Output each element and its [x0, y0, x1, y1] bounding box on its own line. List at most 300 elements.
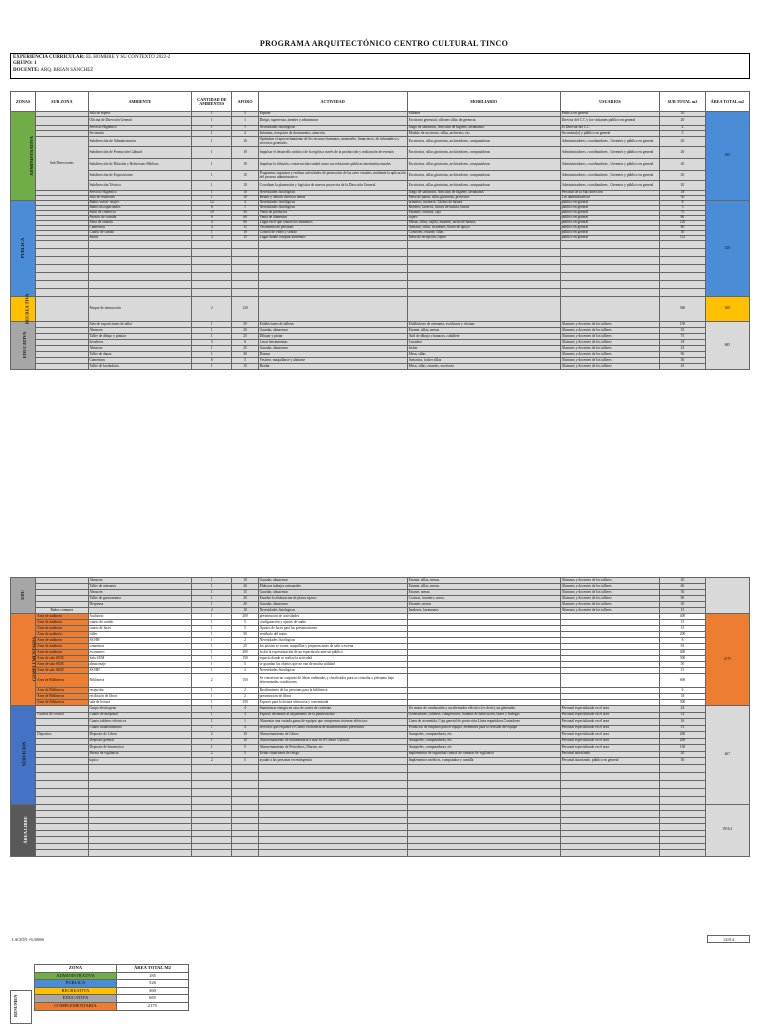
cantidad-cell: 3 — [192, 340, 232, 346]
cantidad-cell: 1 — [192, 137, 232, 147]
aforo-cell: 1 — [232, 117, 258, 126]
subtotal-cell: 200 — [660, 632, 705, 638]
empty-cell — [36, 265, 88, 273]
usuarios-cell: Alumnos y docentes de los talleres — [560, 328, 660, 334]
empty-cell — [660, 788, 705, 796]
cantidad-cell: 1 — [192, 656, 232, 662]
subtotal-cell: 90 — [660, 596, 705, 602]
aforo-cell: 10 — [232, 137, 258, 147]
cantidad-cell: 1 — [192, 159, 232, 171]
empty-cell — [192, 788, 232, 796]
usuarios-cell: Personal especializado en el area — [560, 706, 660, 713]
ambiente-cell: Patio de comida — [88, 221, 192, 226]
zone-complementaria-label: COMPLEMENTARIA — [31, 636, 37, 682]
table-row — [11, 171, 750, 181]
mobiliario-cell: Sillones — [407, 112, 560, 117]
empty-cell — [258, 257, 407, 265]
subtotal-cell: 45 — [660, 364, 705, 370]
aforo-cell: 25 — [232, 334, 258, 340]
mobiliario-cell: Anaqueles, computadoras, etc. — [407, 732, 560, 739]
empty-row — [11, 788, 750, 796]
actividad-cell: Necesidades fisiologicas — [258, 608, 407, 614]
grand-total-cell: 1419.4 — [707, 935, 750, 943]
subtotal-cell: 150 — [660, 322, 705, 328]
empty-cell — [660, 289, 705, 297]
usuarios-cell: Administradores, coordinadores , Gerentes y público en general — [560, 147, 660, 159]
cantidad-cell: 1 — [192, 700, 232, 706]
mobiliario-cell: Escritorios, sillas giratorias, archivadores, computadoras — [407, 159, 560, 171]
empty-cell — [258, 788, 407, 796]
empty-cell — [407, 772, 560, 780]
summary-row — [35, 1002, 189, 1010]
aforo-cell: 2 — [232, 668, 258, 674]
zone-complementaria — [11, 614, 36, 706]
empty-cell — [232, 772, 258, 780]
subtotal-cell: 6 — [660, 688, 705, 694]
subzone-sub-direcciones: Sub Direcciones — [36, 137, 88, 191]
ambiente-cell: Subdirección de Administración — [88, 137, 192, 147]
ambiente-cell: Deposito de hemerotica — [88, 745, 192, 752]
empty-cell — [560, 273, 660, 281]
actividad-cell: Programar, organizar y realizar actividades de promoción de las artes visuales, mediante la aplicación del proceso administrativo — [259, 170, 406, 179]
actividad-cell: Vestirse, maquillarse y alistarse — [258, 358, 407, 364]
mobiliario-cell: Mesas, sillas, vajilla, estantes, tacho de basura, — [407, 221, 560, 226]
empty-cell — [36, 764, 88, 772]
summary-row — [35, 972, 189, 980]
aforo-cell: 20 — [232, 602, 258, 608]
subzone-cell: Baños comunes — [36, 608, 88, 614]
subzone-cell: Depositos — [36, 732, 88, 739]
area-total-header: ÁREA TOTAL m2 — [705, 92, 749, 112]
empty-cell — [560, 249, 660, 257]
cantidad-cell: 1 — [192, 171, 232, 181]
empty-cell — [192, 289, 232, 297]
ambiente-cell: Auditorio — [88, 614, 192, 620]
empty-cell — [407, 257, 560, 265]
usuarios-cell: público en general — [560, 236, 660, 241]
ambiente-cell: Taller de artesania — [88, 584, 192, 590]
empty-cell — [232, 249, 258, 257]
zone-administrativa-label: ADMINISTRATIVA — [28, 135, 34, 176]
subtotal-cell: 8 — [660, 638, 705, 644]
actividad-cell: Coordinar la planeación y logística de nuevos proyectos de la Dirección General. — [258, 181, 407, 191]
empty-cell — [258, 764, 407, 772]
mobiliario-cell: Armarios, locker sillas — [407, 358, 560, 364]
cantidad-cell: 1 — [192, 147, 232, 159]
course-value: EL HOMBRE Y SU CONTEXTO 2022-2 — [84, 55, 171, 60]
empty-cell — [407, 249, 560, 257]
empty-cell — [192, 772, 232, 780]
ambiente-cell: Biblioteca — [88, 674, 192, 688]
aforo-cell: 5 — [232, 112, 258, 117]
cantidad-cell: 1 — [192, 352, 232, 358]
actividad-cell: lu dar la representación de un espectáculo ante un público — [258, 650, 407, 656]
ambiente-cell: Puesto de vigilancia — [88, 751, 192, 758]
subtotal-cell: 15 — [660, 608, 705, 614]
ambiente-cell: almacenaje — [88, 662, 192, 668]
aforo-cell: 30 — [232, 352, 258, 358]
aforo-cell: 10 — [232, 181, 258, 191]
subtotal-cell: 18 — [660, 694, 705, 700]
actividad-cell: Exhibiciones de talleres — [258, 322, 407, 328]
ambiente-cell: Subdirección de Difusión y Relaciones Públicas — [88, 159, 192, 171]
zone-total-area-libre: 1916.2 — [705, 804, 749, 856]
program-table-page-2 — [10, 577, 750, 857]
empty-cell — [407, 850, 560, 857]
empty-row — [11, 780, 750, 788]
subtotal-cell: 60 — [660, 584, 705, 590]
actividad-cell: Espacio destinado al alojamiento de la planta motriz — [258, 712, 407, 719]
cantidad-cell: 1 — [192, 662, 232, 668]
actividad-cell: Venta de alimentos — [258, 216, 407, 221]
usuarios-cell: Alumnos y docentes de los talleres — [560, 322, 660, 328]
usuarios-cell: público en general — [560, 216, 660, 221]
cantidad-cell: 1 — [192, 602, 232, 608]
subzone-cell: Area de sala SUM — [36, 656, 88, 662]
subzone-cell: Area de auditorio — [36, 626, 88, 632]
empty-cell — [192, 265, 232, 273]
empty-cell — [407, 241, 560, 249]
aforo-cell: 10 — [232, 608, 258, 614]
cantidad-cell: 2 — [192, 297, 232, 322]
course-label: EXPERIENCIA CURRICULAR: — [13, 55, 85, 60]
aforo-cell: 10 — [232, 738, 258, 745]
mobiliario-cell: Exhibidores de artesanía, esculturas y vitrinas — [407, 322, 560, 328]
ambiente-cell: Cuarto mantenimiento — [88, 725, 192, 732]
empty-row — [11, 241, 750, 249]
aforo-cell: 10 — [232, 159, 258, 171]
aforo-cell: 20 — [232, 328, 258, 334]
aforo-cell: 10 — [232, 147, 258, 159]
mobiliario-cell: Mesa de juntas, sillas giratorias, proyector — [407, 196, 560, 201]
subzone-cell — [36, 364, 88, 370]
actividad-cell: presentación de libros — [258, 694, 407, 700]
table-row — [11, 117, 750, 126]
aforo-cell: 5 — [232, 758, 258, 765]
cantidad-cell: 1 — [192, 334, 232, 340]
actividad-cell: se guardan los objetos que no van de mucha utilidad — [258, 662, 407, 668]
empty-cell — [258, 273, 407, 281]
actividad-cell: Lugar donde comprar alimentos — [258, 236, 407, 241]
subtotal-cell: 10 — [660, 112, 705, 117]
table-header-row — [11, 92, 750, 112]
actividad-cell: Venta de productos — [258, 211, 407, 216]
mobiliario-cell: Escritorios, sillas giratorias, archivadores, computadoras — [407, 181, 560, 191]
subtotal-cell: 8 — [660, 201, 705, 206]
subtotal-cell: 20 — [660, 578, 705, 584]
empty-cell — [88, 257, 192, 265]
subtotal-cell: 20 — [660, 137, 705, 147]
actividad-cell: Recibimiento de las personas para la biblioteca — [258, 688, 407, 694]
actividad-cell: Necesidades fisiológicas — [258, 638, 407, 644]
zone-educativa-label: EDUCATIVA — [22, 331, 28, 359]
zone-publica-label: PUBLICA — [20, 237, 26, 259]
empty-cell — [232, 788, 258, 796]
aforo-cell: 10 — [232, 191, 258, 196]
mobiliario-cell: Productos de limpieza para el equipo, elementos para la revisión del equipo — [407, 725, 560, 732]
subtotal-cell: 15 — [660, 620, 705, 626]
mobiliario-cell: Juego de sanitarios, Artículos de higiene, lavamanos. — [407, 126, 560, 131]
ambiente-cell: lavaderos — [88, 340, 192, 346]
empty-cell — [407, 273, 560, 281]
mobiliario-header: MOBILIARIO — [407, 92, 560, 112]
aforo-cell: 10 — [232, 171, 258, 181]
empty-cell — [192, 249, 232, 257]
mobiliario-cell: Anaqueles, computadoras, etc. — [407, 745, 560, 752]
table-row — [11, 137, 750, 147]
empty-row — [11, 281, 750, 289]
usuarios-cell — [560, 297, 660, 322]
table-row — [11, 297, 750, 322]
empty-cell — [232, 796, 258, 804]
summary-table — [34, 964, 189, 1011]
empty-cell — [192, 850, 232, 857]
ambiente-cell: Sala de espera — [88, 112, 192, 117]
empty-cell — [560, 257, 660, 265]
zone-total-recreativa: 360 — [705, 297, 749, 322]
empty-cell — [660, 850, 705, 857]
cantidad-cell: 1 — [192, 638, 232, 644]
actividad-cell: servicios que requiera el Centro en materia de mantenimiento preventivo — [258, 725, 407, 732]
actividad-cell: vestíbulo del teatro — [258, 632, 407, 638]
mobiliario-cell: Estante, sillas, mesas. — [407, 328, 560, 334]
aforo-cell: 20 — [232, 596, 258, 602]
mobiliario-cell: cajero — [407, 216, 560, 221]
ambiente-cell: Sala de reuniones — [88, 196, 192, 201]
mobiliario-cell: Juego de sanitarios, Artículos de higiene, lavamanos — [407, 191, 560, 196]
actividad-cell: espacio donde se realiza la actividad — [258, 656, 407, 662]
cantidad-cell: 2 — [192, 751, 232, 758]
empty-cell — [36, 788, 88, 796]
empty-row — [11, 265, 750, 273]
aforo-cell: 5 — [232, 662, 258, 668]
empty-cell — [660, 257, 705, 265]
zone-recreativa — [11, 293, 36, 324]
cantidad-cell: 1 — [192, 694, 232, 700]
empty-cell — [407, 265, 560, 273]
cantidad-cell: 1 — [192, 346, 232, 352]
zone-total-publica: 526 — [705, 201, 749, 297]
table-row — [11, 147, 750, 159]
aforo-cell: 4 — [232, 201, 258, 206]
subzone-cell — [36, 117, 88, 126]
course-info-box — [10, 53, 750, 79]
empty-cell — [232, 780, 258, 788]
mobiliario-cell: Mesa de recepción, cajero — [407, 236, 560, 241]
empty-row — [11, 796, 750, 804]
empty-row — [11, 764, 750, 772]
aforo-cell: 200 — [232, 650, 258, 656]
actividad-cell: Optimizar el aprovechamiento de los recursos humanos, materiales, financieros, de informática y servicios generales. — [258, 137, 407, 147]
empty-cell — [560, 289, 660, 297]
empty-cell — [660, 265, 705, 273]
summary-area-cell: 526 — [116, 980, 188, 988]
empty-cell — [560, 788, 660, 796]
empty-cell — [660, 249, 705, 257]
usuarios-cell: público en general — [560, 206, 660, 211]
mobiliario-cell: Armario, sillas, tocadores, llaves de apoyo — [407, 226, 560, 231]
aforo-cell: 200 — [232, 614, 258, 620]
ambiente-cell: Almacen — [88, 346, 192, 352]
mobiliario-cell: Mesa, sillas, estantes, escritorio — [407, 364, 560, 370]
mobiliario-cell: Mesa, sillas — [407, 352, 560, 358]
empty-cell — [560, 241, 660, 249]
usuarios-header: USUARIOS — [560, 92, 660, 112]
empty-cell — [560, 850, 660, 857]
empty-cell — [660, 241, 705, 249]
cantidad-cell: 1 — [192, 231, 232, 236]
actividad-cell: Impulsar la difusión, conservación/cuidad como sus relaciones públicas interinstitucionales — [258, 159, 407, 171]
subtotal-cell: 25 — [660, 346, 705, 352]
empty-cell — [258, 780, 407, 788]
mobiliario-cell: Escritorios, sillas giratorias, archivadores, computadoras — [407, 137, 560, 147]
aforo-cell: 60 — [232, 216, 258, 221]
mobiliario-cell: Retretes, lavavos, tachos de basura, barras — [407, 206, 560, 211]
empty-row — [11, 850, 750, 857]
usuarios-cell: público en general — [560, 211, 660, 216]
cantidad-cell: 1 — [192, 181, 232, 191]
teacher-value: ARQ. BRIAN SÁNCHEZ — [39, 67, 94, 73]
usuarios-cell: Secretaria(o) y público en general — [560, 131, 660, 137]
ambiente-cell: Subdirección de Promoción Cultural — [88, 147, 192, 159]
ambiente-cell: Subdirección Técnica — [88, 181, 192, 191]
empty-row — [11, 249, 750, 257]
mobiliario-cell: Escritorios, sillas giratorias, archivadores, computadoras — [407, 171, 560, 181]
empty-cell — [258, 241, 407, 249]
empty-row — [11, 772, 750, 780]
usuarios-cell — [560, 674, 660, 688]
usuarios-cell: Alumnos y docentes de los talleres — [560, 346, 660, 352]
usuarios-cell: Alumnos y docentes de los talleres — [560, 340, 660, 346]
mobiliario-cell: Atril de dibujo o banacas, caballete — [407, 334, 560, 340]
actividad-cell: Ajustes de luces para las presentaciones — [258, 626, 407, 632]
subzone-cell: Area de Biblioteca — [36, 694, 88, 700]
empty-cell — [88, 289, 192, 297]
empty-cell — [660, 780, 705, 788]
subtotal-cell: 50 — [660, 662, 705, 668]
ambiente-cell: Servicio Higiénico — [88, 126, 192, 131]
empty-cell — [232, 764, 258, 772]
empty-cell — [88, 796, 192, 804]
usuarios-cell: público en general — [560, 231, 660, 236]
cantidad-cell: 2 — [192, 608, 232, 614]
empty-cell — [258, 772, 407, 780]
empty-cell — [232, 257, 258, 265]
aforo-cell: 80 — [232, 221, 258, 226]
usuarios-cell: Alumnos y docentes de los talleres — [560, 596, 660, 602]
ambiente-cell: Taller de gastronomia — [88, 596, 192, 602]
subtotal-header: SUB TOTAL m2 — [660, 92, 705, 112]
empty-cell — [88, 788, 192, 796]
subtotal-cell: 24 — [660, 706, 705, 713]
cantidad-cell: 1 — [192, 626, 232, 632]
subtotal-cell: 75 — [660, 334, 705, 340]
empty-cell — [36, 257, 88, 265]
zone-area-libre — [11, 804, 36, 856]
aforo-cell: 10 — [232, 578, 258, 584]
empty-cell — [232, 273, 258, 281]
actividad-cell: Almacenamiento de Libros — [258, 732, 407, 739]
subtotal-cell: 20 — [660, 181, 705, 191]
subzona-header: SUB ZONA — [36, 92, 88, 112]
usuarios-cell: Alumnos y docentes de los talleres — [560, 608, 660, 614]
subtotal-cell: 15 — [660, 626, 705, 632]
empty-cell — [192, 273, 232, 281]
cantidad-cell: 1 — [192, 719, 232, 726]
cantidad-cell: 3 — [192, 236, 232, 241]
usuarios-cell: Los administrativos — [560, 196, 660, 201]
subtotal-cell: 30 — [660, 358, 705, 364]
cantidad-cell: 1 — [192, 196, 232, 201]
table-row — [11, 674, 750, 688]
subtotal-cell: 360 — [660, 297, 705, 322]
aforo-cell: 4 — [232, 706, 258, 713]
usuarios-cell: público en general — [560, 226, 660, 231]
subtotal-cell: 20 — [660, 117, 705, 126]
subtotal-cell: 112 — [660, 236, 705, 241]
subtotal-cell: 20 — [660, 171, 705, 181]
actividad-cell: Dibujar y pintar — [258, 334, 407, 340]
empty-cell — [36, 281, 88, 289]
empty-cell — [232, 241, 258, 249]
actividad-cell: Guardar, almacenar — [258, 328, 407, 334]
mobiliario-cell: Implementos medicos, computador y camilla — [407, 758, 560, 765]
summary-area-cell: 685 — [116, 995, 188, 1003]
empty-cell — [232, 281, 258, 289]
cantidad-cell: 1 — [192, 191, 232, 196]
empty-cell — [258, 265, 407, 273]
ambiente-cell: topico — [88, 758, 192, 765]
cantidad-cell: 1 — [192, 644, 232, 650]
ambiente-cell: Cuarto tableros eléctricos — [88, 719, 192, 726]
cantidad-cell: 1 — [192, 620, 232, 626]
aforo-cell: 50 — [232, 322, 258, 328]
usuarios-cell: Personal especializado en el area — [560, 725, 660, 732]
empty-cell — [36, 241, 88, 249]
ambiente-cell: foller — [88, 632, 192, 638]
usuarios-cell: Administradores, coordinadores , Gerentes y público en general — [560, 181, 660, 191]
ambiente-cell: Sala de exposiciones de taller — [88, 322, 192, 328]
zone-educativa — [11, 322, 36, 370]
empty-cell — [36, 796, 88, 804]
usuarios-cell: Administradores, coordinadores , Gerentes y público en general — [560, 171, 660, 181]
ambiente-cell: Almacen — [88, 328, 192, 334]
usuarios-cell: El Director del C.C — [560, 126, 660, 131]
mobiliario-cell — [407, 674, 560, 688]
actividad-cell: Necesidades fisiológicas — [258, 201, 407, 206]
empty-cell — [407, 764, 560, 772]
cantidad-cell: 1 — [192, 126, 232, 131]
ambiente-cell: Oficina de Dirección General — [88, 117, 192, 126]
empty-cell — [88, 273, 192, 281]
ambiente-cell: Cuarto de sonido — [88, 231, 192, 236]
zone-total-complementaria: 2175 — [705, 614, 749, 706]
subzone-cell: Area de sala SUM — [36, 662, 88, 668]
actividad-header: ACTIVIDAD — [258, 92, 407, 112]
aforo-cell: 15 — [232, 364, 258, 370]
subtotal-cell: 90 — [660, 352, 705, 358]
cantidad-cell: 1 — [192, 614, 232, 620]
subzone-cell: Area de auditorio — [36, 620, 88, 626]
actividad-cell: Guardar, almacenar — [258, 346, 407, 352]
usuarios-cell: Personal especializado en el area — [560, 719, 660, 726]
aforo-cell: 5 — [232, 745, 258, 752]
mobiliario-cell: Inodoros, lavamanos — [407, 608, 560, 614]
cantidad-cell: 1 — [192, 328, 232, 334]
subtotal-cell: 200 — [660, 732, 705, 739]
empty-cell — [560, 780, 660, 788]
aforo-cell: 1 — [232, 206, 258, 211]
